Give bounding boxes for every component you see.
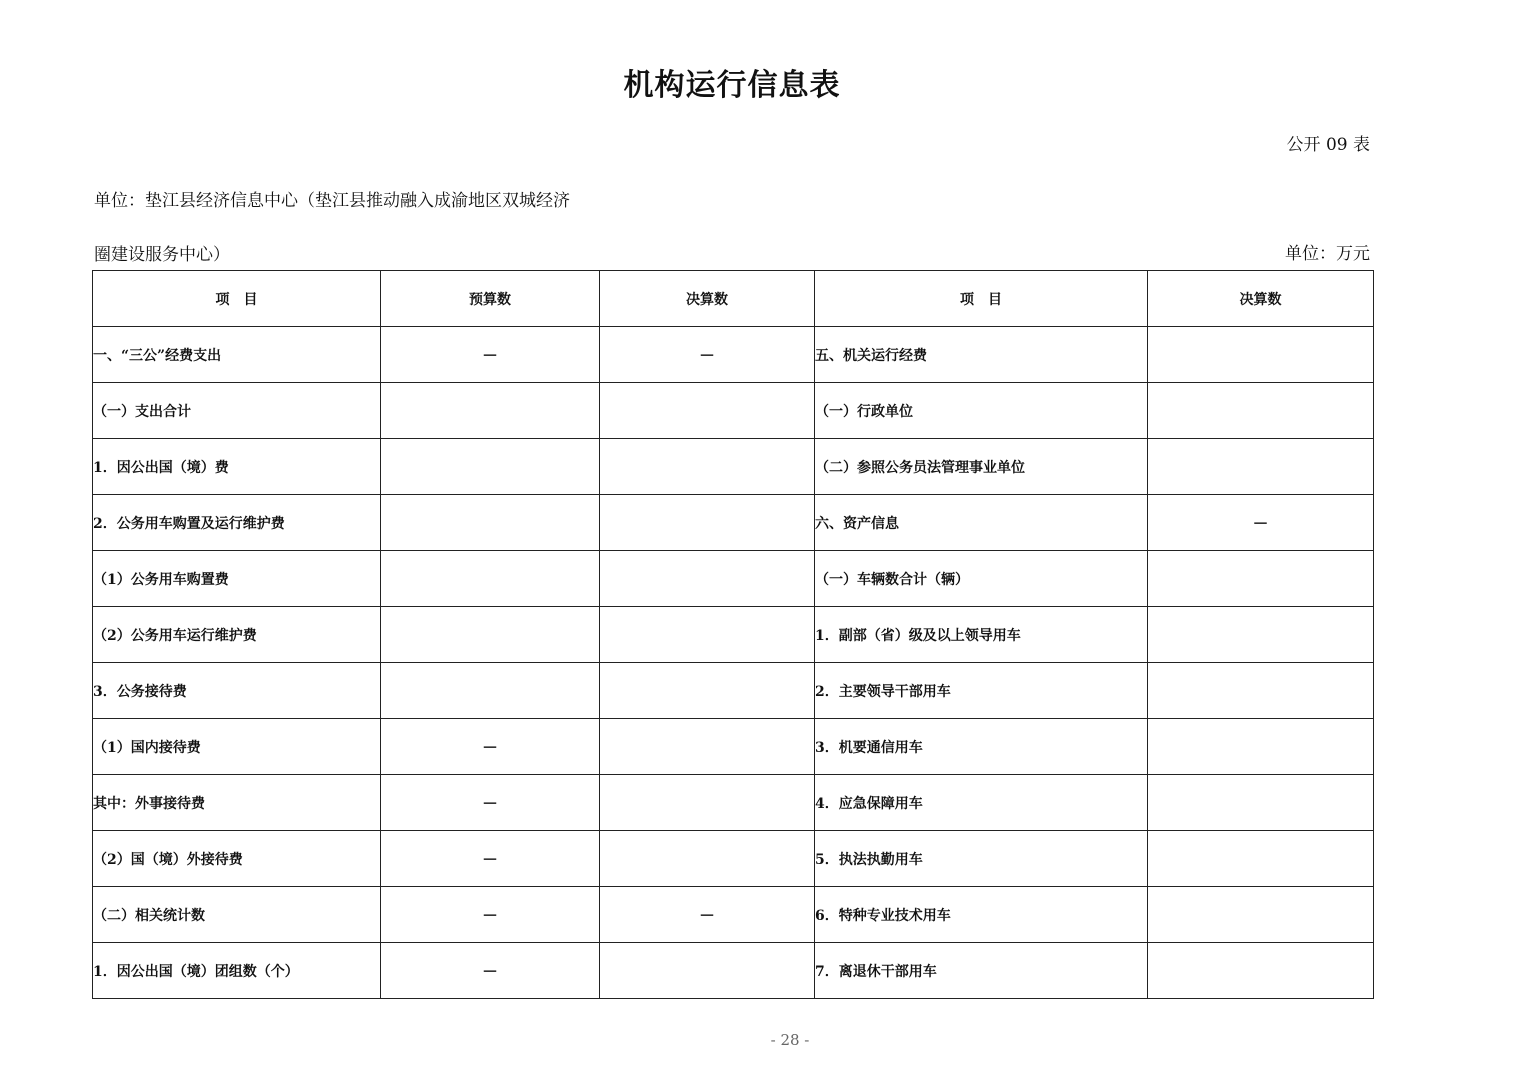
right-value-cell — [1148, 439, 1374, 495]
unit-name-line-1: 单位：垫江县经济信息中心（垫江县推动融入成渝地区双城经济 — [94, 191, 570, 211]
final-cell: — — [600, 327, 815, 383]
right-item: 1．副部（省）级及以上领导用车 — [815, 607, 1148, 663]
table-row — [93, 495, 1374, 551]
right-item: 7．离退休干部用车 — [815, 943, 1148, 999]
right-value-cell — [1148, 607, 1374, 663]
table-row — [93, 775, 1374, 831]
right-item: 4．应急保障用车 — [815, 775, 1148, 831]
final-cell — [600, 831, 815, 887]
budget-cell — [381, 607, 600, 663]
right-item: 2．主要领导干部用车 — [815, 663, 1148, 719]
final-cell — [600, 383, 815, 439]
right-value-cell: — — [1148, 495, 1374, 551]
right-item: 六、资产信息 — [815, 495, 1148, 551]
left-item: 其中：外事接待费 — [93, 775, 381, 831]
budget-cell: — — [381, 775, 600, 831]
table-row — [93, 663, 1374, 719]
right-item: 五、机关运行经费 — [815, 327, 1148, 383]
unit-name-line-2: 圈建设服务中心） — [94, 245, 230, 265]
header-final-right: 决算数 — [1148, 271, 1374, 327]
right-value-cell — [1148, 719, 1374, 775]
header-budget: 预算数 — [381, 271, 600, 327]
budget-cell — [381, 663, 600, 719]
left-item: （1）公务用车购置费 — [93, 551, 381, 607]
left-item: 1．因公出国（境）团组数（个） — [93, 943, 381, 999]
left-item: （1）国内接待费 — [93, 719, 381, 775]
table-row — [93, 719, 1374, 775]
right-value-cell — [1148, 943, 1374, 999]
final-cell — [600, 719, 815, 775]
left-item: （2）公务用车运行维护费 — [93, 607, 381, 663]
report-table — [92, 270, 1374, 999]
table-row — [93, 887, 1374, 943]
budget-cell — [381, 439, 600, 495]
right-value-cell — [1148, 327, 1374, 383]
header-item-right: 项 目 — [815, 271, 1148, 327]
table-row — [93, 831, 1374, 887]
final-cell: — — [600, 887, 815, 943]
right-item: （一）行政单位 — [815, 383, 1148, 439]
right-value-cell — [1148, 551, 1374, 607]
page-number: - 28 - — [770, 1031, 810, 1049]
left-item: 一、“三公”经费支出 — [93, 327, 381, 383]
table-row — [93, 439, 1374, 495]
header-final-left: 决算数 — [600, 271, 815, 327]
final-cell — [600, 663, 815, 719]
left-item: 2．公务用车购置及运行维护费 — [93, 495, 381, 551]
right-value-cell — [1148, 887, 1374, 943]
right-value-cell — [1148, 383, 1374, 439]
right-value-cell — [1148, 663, 1374, 719]
right-value-cell — [1148, 831, 1374, 887]
right-item: （二）参照公务员法管理事业单位 — [815, 439, 1148, 495]
right-item: 6．特种专业技术用车 — [815, 887, 1148, 943]
budget-cell: — — [381, 327, 600, 383]
budget-cell — [381, 383, 600, 439]
left-item: （2）国（境）外接待费 — [93, 831, 381, 887]
left-item: 1．因公出国（境）费 — [93, 439, 381, 495]
budget-cell — [381, 495, 600, 551]
form-code: 公开 09 表 — [1286, 135, 1370, 155]
table-row — [93, 943, 1374, 999]
header-item-left: 项 目 — [93, 271, 381, 327]
table-row — [93, 327, 1374, 383]
page-title: 机构运行信息表 — [623, 68, 841, 103]
final-cell — [600, 775, 815, 831]
budget-cell: — — [381, 719, 600, 775]
left-item: （一）支出合计 — [93, 383, 381, 439]
table-row — [93, 551, 1374, 607]
budget-cell: — — [381, 831, 600, 887]
final-cell — [600, 943, 815, 999]
final-cell — [600, 495, 815, 551]
right-item: （一）车辆数合计（辆） — [815, 551, 1148, 607]
table-row — [93, 607, 1374, 663]
final-cell — [600, 551, 815, 607]
right-item: 3．机要通信用车 — [815, 719, 1148, 775]
table-row — [93, 383, 1374, 439]
currency-unit: 单位：万元 — [1285, 244, 1370, 264]
left-item: 3．公务接待费 — [93, 663, 381, 719]
budget-cell: — — [381, 887, 600, 943]
final-cell — [600, 439, 815, 495]
right-item: 5．执法执勤用车 — [815, 831, 1148, 887]
header-row — [93, 271, 1374, 327]
right-value-cell — [1148, 775, 1374, 831]
budget-cell: — — [381, 943, 600, 999]
budget-cell — [381, 551, 600, 607]
left-item: （二）相关统计数 — [93, 887, 381, 943]
final-cell — [600, 607, 815, 663]
